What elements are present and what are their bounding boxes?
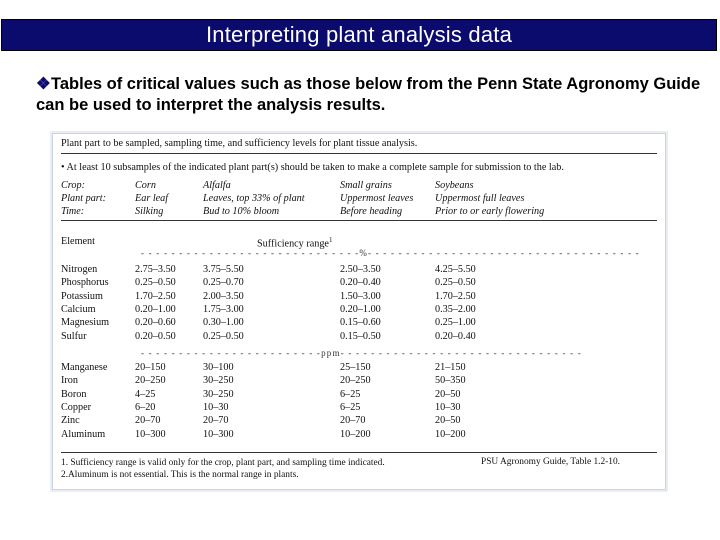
table-cell: 3.75–5.50 [203,264,244,275]
table-row [61,402,657,415]
table-cell: 0.25–0.50 [435,277,476,289]
table-row [61,304,657,317]
table-note: • At least 10 subsamples of the indicated plant part(s) should be taken to make a complete sample for submission to the lab. [61,162,564,173]
table-cell: 20–70 [203,415,229,427]
table-row [61,331,657,344]
table-cell: Copper [61,401,91,413]
table-row [61,193,657,206]
table-cell: 10–300 [203,428,234,440]
table-cell: Soybeans [435,180,474,191]
table-cell: 0.30–1.00 [203,317,244,329]
table-cell: Boron [61,388,87,400]
table-cell: 0.20–0.40 [340,277,381,289]
table-row [61,180,657,193]
table-cell: Uppermost full leaves [435,193,525,204]
table-cell: 21–150 [435,362,466,373]
crop-rule [61,220,657,221]
table-cell: Phosphorus [61,277,109,289]
slide-title: Interpreting plant analysis data [205,22,513,47]
table-cell: Potassium [61,290,103,302]
table-cell: 1.50–3.00 [340,290,381,302]
table-cell: 10–200 [435,428,466,440]
table-cell: 10–300 [135,428,166,440]
table-cell: 20–150 [135,362,166,373]
range-header: Sufficiency range$^1$ [257,236,333,250]
table-cell: Iron [61,375,78,387]
table-cell: 0.25–1.00 [435,317,476,329]
percent-unit-divider: - - - - - - - - - - - - - - - - - - - - - - - - - - - - -%- - - - - - - - - - - - - - - - - - - - - - - - - - - - - - - - - - - - [141,248,640,258]
table-cell: 10–30 [435,401,461,413]
table-cell: 10–30 [203,401,229,413]
table-citation: PSU Agronomy Guide, Table 1.2-10. [481,457,621,467]
table-row [61,291,657,304]
table-cell: 20–50 [435,415,461,427]
table-cell: 6–25 [340,401,361,413]
table-cell: Calcium [61,303,96,315]
table-row [61,415,657,428]
table-cell: Leaves, top 33% of plant [203,193,305,204]
table-cell: Plant part: [61,193,106,204]
table-row [61,317,657,330]
table-cell: 20–250 [340,375,371,387]
diamond-bullet-icon: ❖ [36,75,51,93]
table-cell: Nitrogen [61,264,98,275]
table-cell: Uppermost leaves [340,193,414,204]
table-cell: Magnesium [61,317,110,329]
table-row [61,389,657,402]
table-cell: Ear leaf [135,193,169,204]
table-cell: 4–25 [135,388,156,400]
table-cell: 6–25 [340,388,361,400]
table-cell: 2.75–3.50 [135,264,176,275]
table-cell: Alfalfa [203,180,231,191]
table-cell: Aluminum [61,428,106,440]
heading-rule [61,153,657,154]
table-cell: 20–70 [135,415,161,427]
table-cell: Crop: [61,180,85,191]
table-cell: 0.20–1.00 [135,303,176,315]
table-cell: 1.70–2.50 [435,290,476,302]
table-cell: 0.20–0.60 [135,317,176,329]
table-cell: Sulfur [61,330,87,342]
element-header: Element [61,236,95,247]
table-cell: Prior to or early flowering [435,206,545,217]
table-cell: 30–250 [203,375,234,387]
table-cell: 0.20–0.40 [435,330,476,342]
ppm-unit-divider: - - - - - - - - - - - - - - - - - - - - - - - -ppm- - - - - - - - - - - - - - - - - - - - - - - - - - - - - - - - [141,348,582,358]
table-row [61,429,657,442]
table-row [61,277,657,290]
table-cell: Manganese [61,362,108,373]
table-cell: 20–70 [340,415,366,427]
table-cell: 0.25–0.50 [203,330,244,342]
table-row [61,362,657,375]
footnote-2: 2.Aluminum is not essential. This is the normal range in plants. [61,470,299,480]
sufficiency-table-image [52,133,666,490]
table-cell: 50–350 [435,375,466,387]
intro-text [36,74,706,116]
table-cell: 1.70–2.50 [135,290,176,302]
table-cell: 0.20–0.50 [135,330,176,342]
table-cell: Before heading [340,206,403,217]
footer-rule [61,452,657,453]
table-cell: 30–250 [203,388,234,400]
table-cell: 0.25–0.50 [135,277,176,289]
table-heading: Plant part to be sampled, sampling time, and sufficiency levels for plant tissue analysis. [61,138,418,149]
table-cell: 1.75–3.00 [203,303,244,315]
table-cell: 0.15–0.60 [340,317,381,329]
table-cell: 6–20 [135,401,156,413]
footnote-1: 1. Sufficiency range is valid only for the crop, plant part, and sampling time indicated. [61,458,385,468]
table-cell: Time: [61,206,85,217]
table-cell: 2.00–3.50 [203,290,244,302]
table-cell: 30–100 [203,362,234,373]
table-cell: 0.20–1.00 [340,303,381,315]
intro-sentence: Tables of critical values such as those below from the Penn State Agronomy Guide can be used to interpret the analysis results. [36,75,701,114]
table-row [61,264,657,277]
table-cell: Small grains [340,180,392,191]
table-cell: 0.35–2.00 [435,303,476,315]
slide-title-bar [1,19,717,51]
table-cell: Zinc [61,415,80,427]
table-cell: 4.25–5.50 [435,264,476,275]
table-cell: 25–150 [340,362,371,373]
table-cell: 20–250 [135,375,166,387]
table-cell: Corn [135,180,156,191]
table-cell: 0.25–0.70 [203,277,244,289]
table-cell: 0.15–0.50 [340,330,381,342]
table-cell: 10–200 [340,428,371,440]
table-cell: 20–50 [435,388,461,400]
table-cell: 2.50–3.50 [340,264,381,275]
table-cell: Bud to 10% bloom [203,206,280,217]
table-row [61,206,657,219]
table-row [61,375,657,388]
table-cell: Silking [135,206,164,217]
